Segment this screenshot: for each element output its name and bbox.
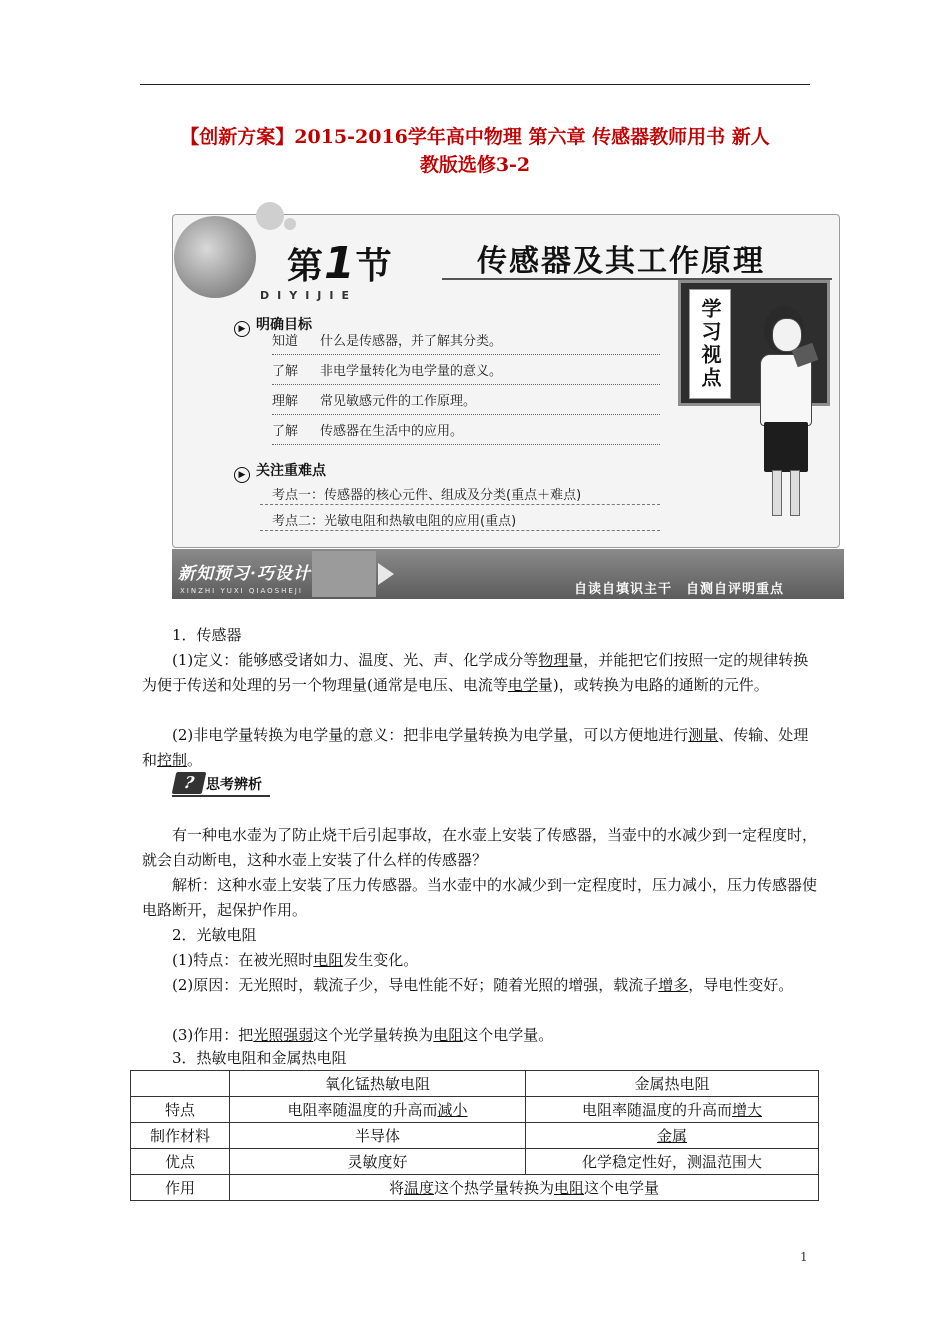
arrow-circle-icon: ▶ [234, 321, 250, 337]
decorative-circle [256, 202, 284, 230]
section-prefix: 第 [287, 246, 325, 287]
underlined-answer: 电阻 [313, 951, 344, 969]
table-cell [131, 1071, 230, 1097]
table-header-cell: 氧化锰热敏电阻 [230, 1071, 526, 1097]
table-row-label: 作用 [131, 1175, 230, 1201]
table-row [131, 1123, 819, 1149]
table-cell: 半导体 [230, 1123, 526, 1149]
focus-divider [260, 504, 660, 505]
section-digit: 1 [324, 238, 356, 289]
feature-paragraph: (1)特点：在被光照时电阻发生变化。 [172, 951, 419, 969]
underlined-answer: 金属 [656, 1127, 687, 1145]
table-row [131, 1097, 819, 1123]
question-mark-icon: ? [172, 772, 207, 794]
goal-row: 了解 非电学量转化为电学量的意义。 [272, 360, 660, 385]
question-paragraph: 有一种电水壶为了防止烧干后引起事故，在水壶上安装了传感器，当壶中的水减少到一定程度时，就会自动断电，这种水壶上安装了什么样的传感器？ [142, 826, 818, 869]
goal-row: 知道 什么是传感器，并了解其分类。 [272, 330, 660, 355]
section-name: 传感器及其工作原理 [477, 244, 765, 279]
heading-sensor: 1．传感器 [172, 626, 242, 644]
focus-heading: ▶ 关注重难点 [234, 460, 326, 483]
strip-photo [312, 551, 376, 597]
play-arrow-icon [378, 563, 394, 585]
teacher-skirt [764, 422, 808, 472]
teacher-leg [790, 470, 800, 516]
strip-label: 新知预习·巧设计 [178, 564, 311, 584]
preview-strip [172, 549, 844, 599]
table-row [131, 1175, 819, 1201]
heading-thermistor: 3．热敏电阻和金属热电阻 [172, 1049, 347, 1067]
underlined-answer: 增大 [732, 1101, 763, 1119]
underlined-answer: 测量 [688, 726, 719, 744]
answer-paragraph: 解析：这种水壶上安装了压力传感器。当水壶中的水减少到一定程度时，压力减小，压力传感器使电路断开，起保护作用。 [142, 876, 818, 919]
underlined-answer: 电学 [507, 676, 538, 694]
section-suffix: 节 [355, 246, 393, 287]
table-cell: 灵敏度好 [230, 1149, 526, 1175]
goal-row: 了解 传感器在生活中的应用。 [272, 420, 660, 445]
think-label: 思考辨析 [206, 777, 262, 793]
significance-paragraph: (2)非电学量转换为电学量的意义：把非电学量转换为电学量，可以方便地进行测量、传输、处理和控制。 [142, 726, 809, 769]
title-line-1: 【创新方案】2015-2016学年高中物理 第六章 传感器教师用书 新人 [180, 126, 770, 148]
strip-pinyin: XINZHI YUXI QIAOSHEJI [180, 587, 303, 595]
goal-row: 理解 常见敏感元件的工作原理。 [272, 390, 660, 415]
table-cell: 将温度这个热学量转换为电阻这个电学量 [230, 1175, 819, 1201]
section-number [287, 238, 393, 289]
table-row-label: 制作材料 [131, 1123, 230, 1149]
section-pinyin: DIYIJIE [260, 289, 357, 302]
strip-slogan: 自读自填识主干 自测自评明重点 [573, 582, 784, 597]
underlined-answer: 物理 [538, 651, 569, 669]
heading-photoresistor: 2．光敏电阻 [172, 926, 257, 944]
reason-paragraph: (2)原因：无光照时，载流子少，导电性能不好；随着光照的增强，载流子增多，导电性变好。 [172, 976, 794, 994]
underlined-answer: 电阻 [433, 1026, 464, 1044]
underlined-answer: 控制 [157, 751, 188, 769]
focus-row: 考点二：光敏电阻和热敏电阻的应用(重点) [272, 514, 517, 529]
table-row-label: 特点 [131, 1097, 230, 1123]
top-rule [140, 84, 810, 85]
underlined-answer: 增多 [658, 976, 689, 994]
teacher-leg [772, 470, 782, 516]
document-title [130, 123, 820, 179]
table-row [131, 1071, 819, 1097]
table-row [131, 1149, 819, 1175]
page-number: 1 [800, 1250, 808, 1264]
underlined-answer: 电阻 [554, 1179, 585, 1197]
underlined-answer: 光照强弱 [253, 1026, 314, 1044]
think-analyze-badge [172, 771, 272, 795]
effect-paragraph: (3)作用：把光照强弱这个光学量转换为电阻这个电学量。 [172, 1026, 554, 1044]
board-paper: 学习视点 [689, 289, 731, 399]
table-row-label: 优点 [131, 1149, 230, 1175]
comparison-table [130, 1070, 819, 1201]
table-header-cell: 金属热电阻 [526, 1071, 819, 1097]
think-underline [172, 795, 270, 797]
table-cell: 化学稳定性好，测温范围大 [526, 1149, 819, 1175]
table-cell: 电阻率随温度的升高而减小 [230, 1097, 526, 1123]
table-cell [526, 1123, 819, 1149]
section-banner [172, 196, 844, 548]
arrow-circle-icon: ▶ [234, 467, 250, 483]
cactus-image [174, 216, 256, 298]
definition-paragraph: (1)定义：能够感受诸如力、温度、光、声、化学成分等物理量，并能把它们按照一定的规律转换为便于传送和处理的另一个物理量(通常是电压、电流等电学量)，或转换为电路的通断的元件。 [142, 651, 809, 694]
focus-row: 考点一：传感器的核心元件、组成及分类(重点＋难点) [272, 488, 582, 503]
goals-heading: ▶ 明确目标 [234, 314, 312, 337]
underlined-answer: 温度 [403, 1179, 434, 1197]
table-cell: 电阻率随温度的升高而增大 [526, 1097, 819, 1123]
title-line-2: 教版选修3-2 [419, 154, 531, 176]
focus-divider [260, 530, 660, 531]
decorative-circle [284, 218, 296, 230]
underlined-answer: 减小 [437, 1101, 468, 1119]
